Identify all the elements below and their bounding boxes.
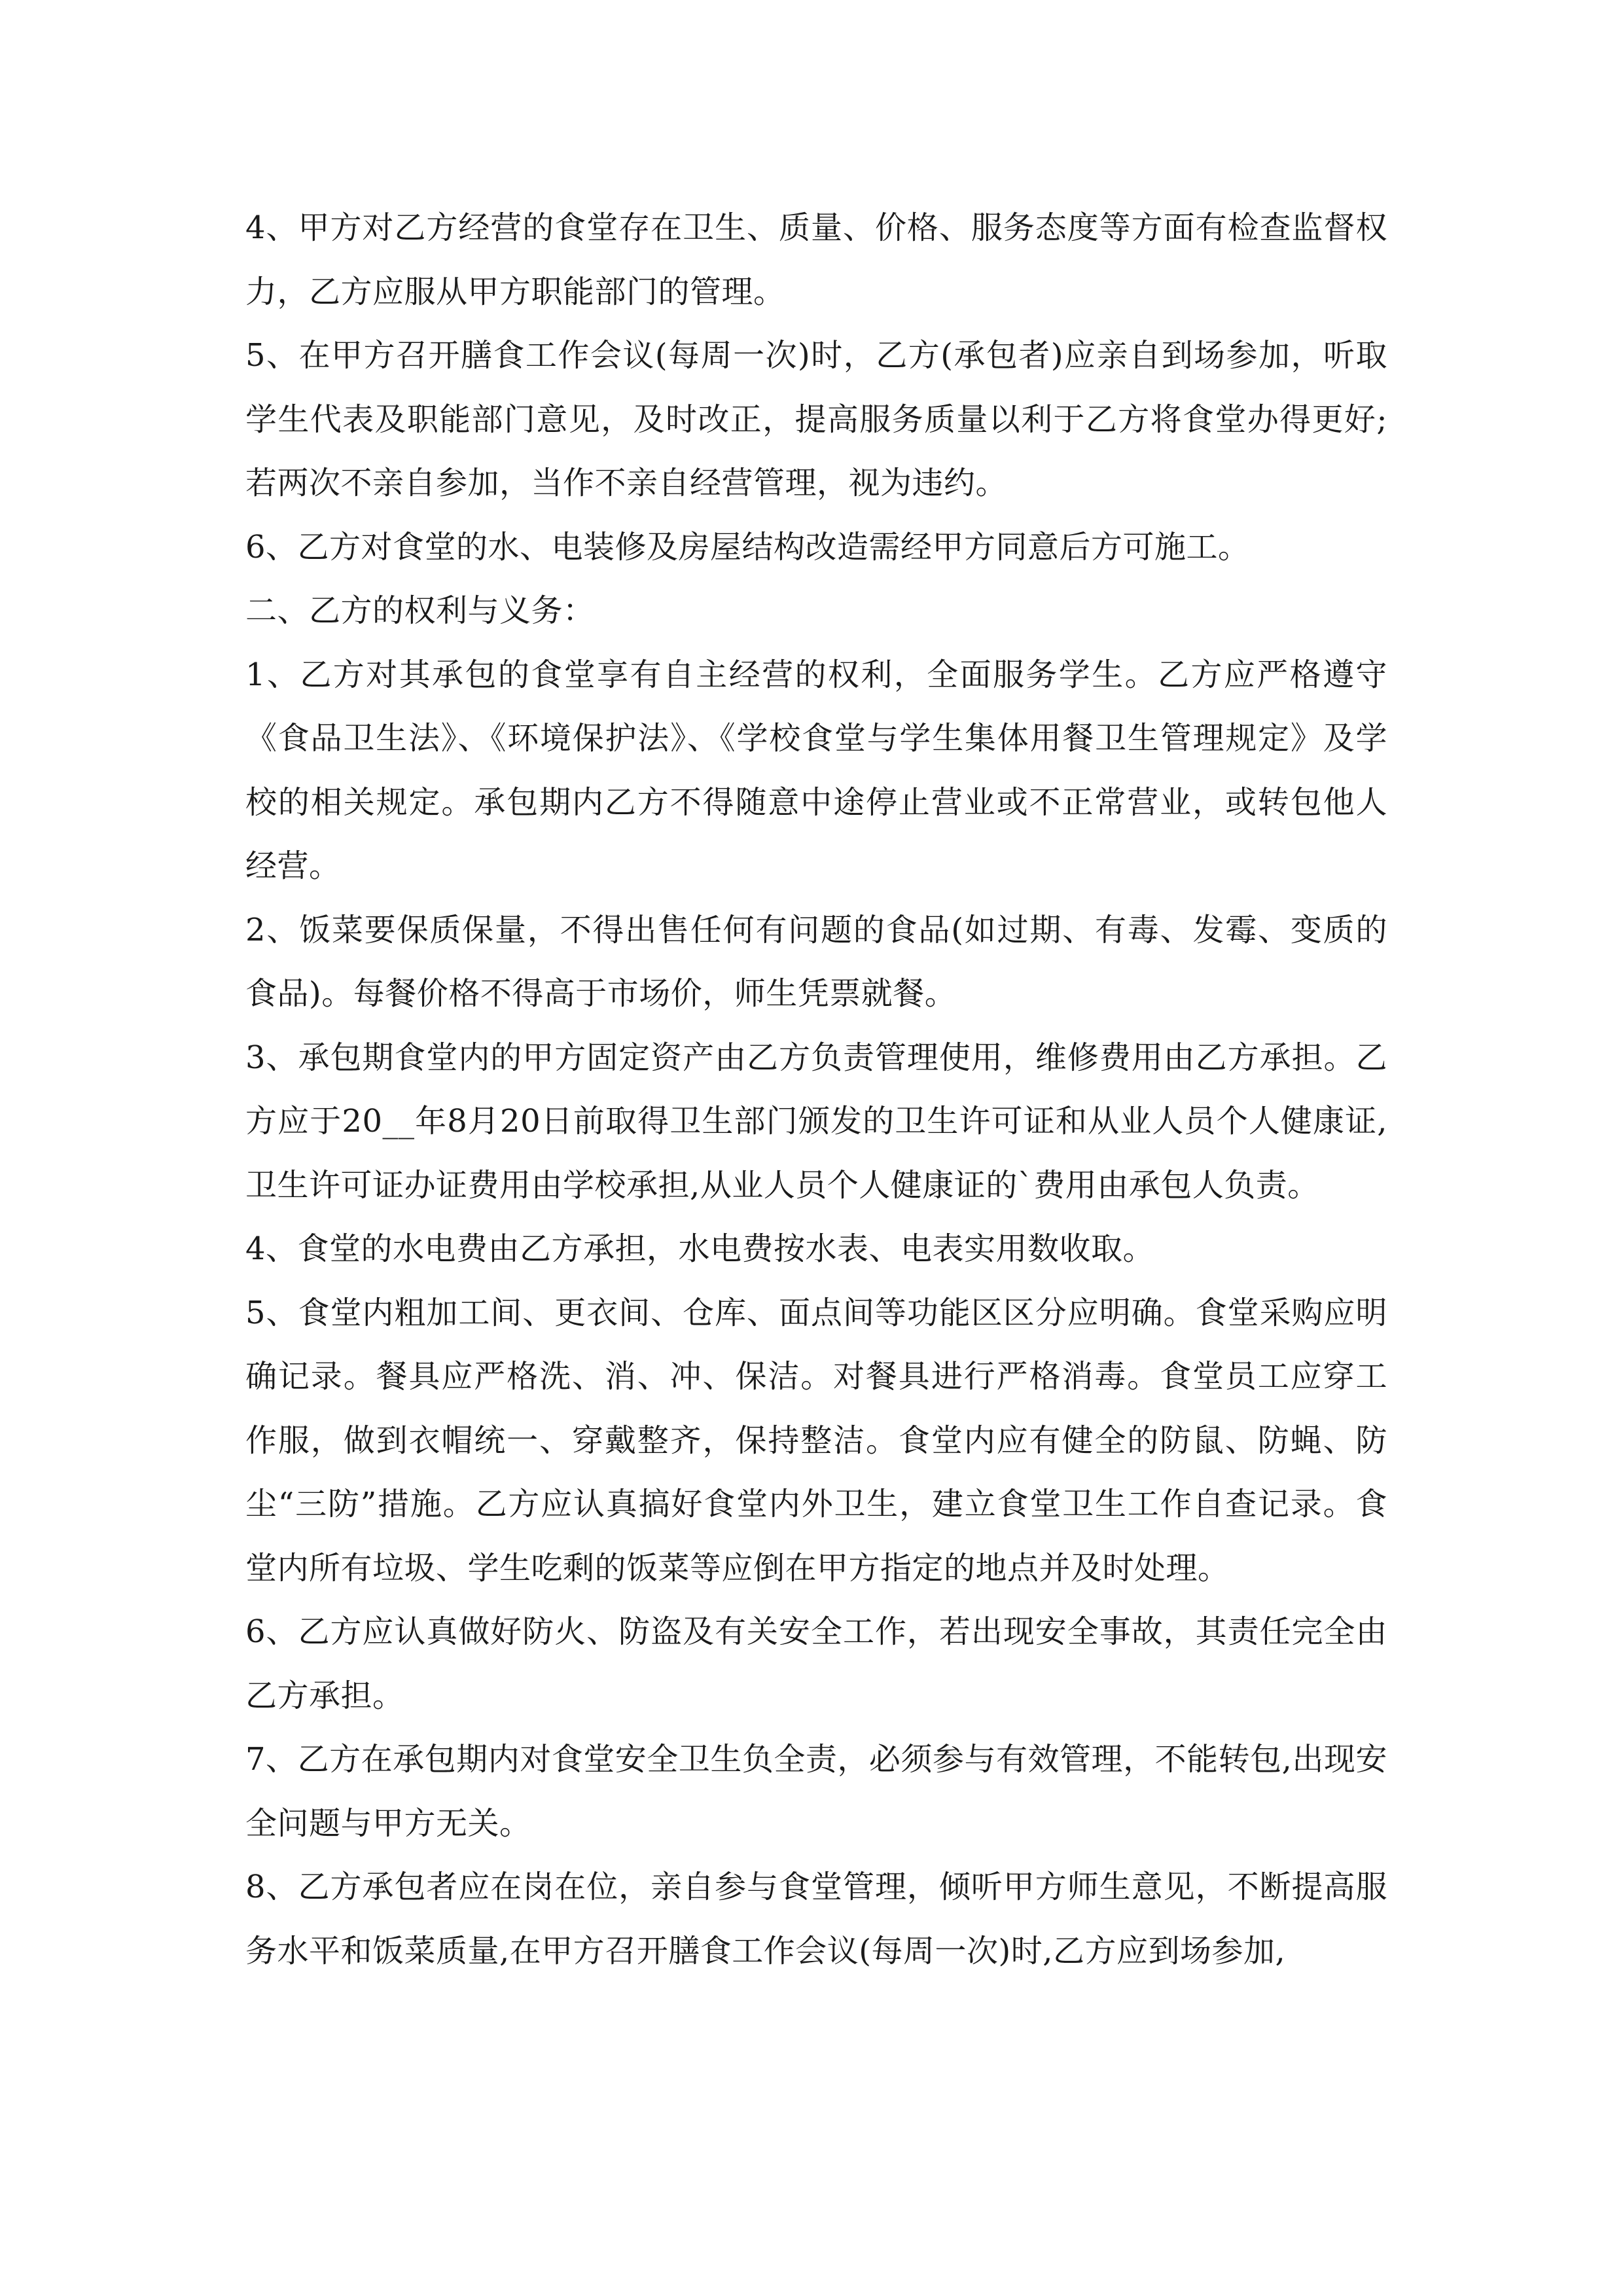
document-body xyxy=(245,196,1387,1983)
paragraph-renovation-approval: 6、乙方对食堂的水、电装修及房屋结构改造需经甲方同意后方可施工。 xyxy=(245,528,1250,565)
paragraph-fixed-assets-license: 3、承包期食堂内的甲方固定资产由乙方负责管理使用，维修费用由乙方承担。乙方应于20__年8月20日前取得卫生部门颁发的卫生许可证和从业人员个人健康证,卫生许可证办证费用由学校承担,从业人员个人健康证的`费用由承包人负责。 xyxy=(245,1039,1387,1204)
paragraph-safety-responsibility: 7、乙方在承包期内对食堂安全卫生负全责，必须参与有效管理，不能转包,出现安全问题与甲方无关。 xyxy=(245,1741,1387,1842)
paragraph-food-quality: 2、饭菜要保质保量，不得出售任何有问题的食品(如过期、有毒、发霉、变质的食品)。每餐价格不得高于市场价，师生凭票就餐。 xyxy=(245,911,1387,1012)
section-heading-party-b-rights: 二、乙方的权利与义务： xyxy=(245,592,595,629)
paragraph-utilities: 4、食堂的水电费由乙方承担，水电费按水表、电表实用数收取。 xyxy=(245,1230,1155,1267)
paragraph-hygiene-zones: 5、食堂内粗加工间、更衣间、仓库、面点间等功能区区分应明确。食堂采购应明确记录。餐具应严格洗、消、冲、保洁。对餐具进行严格消毒。食堂员工应穿工作服，做到衣帽统一、穿戴整齐，保持整洁。食堂内应有健全的防鼠、防蝇、防尘“三防”措施。乙方应认真搞好食堂内外卫生，建立食堂卫生工作自查记录。食堂内所有垃圾、学生吃剩的饭菜等应倒在甲方指定的地点并及时处理。 xyxy=(245,1294,1387,1587)
paragraph-catering-meeting: 5、在甲方召开膳食工作会议(每周一次)时，乙方(承包者)应亲自到场参加，听取学生代表及职能部门意见，及时改正，提高服务质量以利于乙方将食堂办得更好;若两次不亲自参加，当作不亲自经营管理，视为违约。 xyxy=(245,337,1387,501)
paragraph-on-duty-management: 8、乙方承包者应在岗在位，亲自参与食堂管理，倾听甲方师生意见，不断提高服务水平和饭菜质量,在甲方召开膳食工作会议(每周一次)时,乙方应到场参加, xyxy=(245,1869,1387,1969)
paragraph-canteen-supervision: 4、甲方对乙方经营的食堂存在卫生、质量、价格、服务态度等方面有检查监督权力，乙方应服从甲方职能部门的管理。 xyxy=(245,209,1387,310)
paragraph-fire-safety: 6、乙方应认真做好防火、防盗及有关安全工作，若出现安全事故，其责任完全由乙方承担。 xyxy=(245,1613,1387,1714)
paragraph-autonomous-operation: 1、乙方对其承包的食堂享有自主经营的权利，全面服务学生。乙方应严格遵守《食品卫生法》、《环境保护法》、《学校食堂与学生集体用餐卫生管理规定》及学校的相关规定。承包期内乙方不得随意中途停止营业或不正常营业，或转包他人经营。 xyxy=(245,656,1387,884)
